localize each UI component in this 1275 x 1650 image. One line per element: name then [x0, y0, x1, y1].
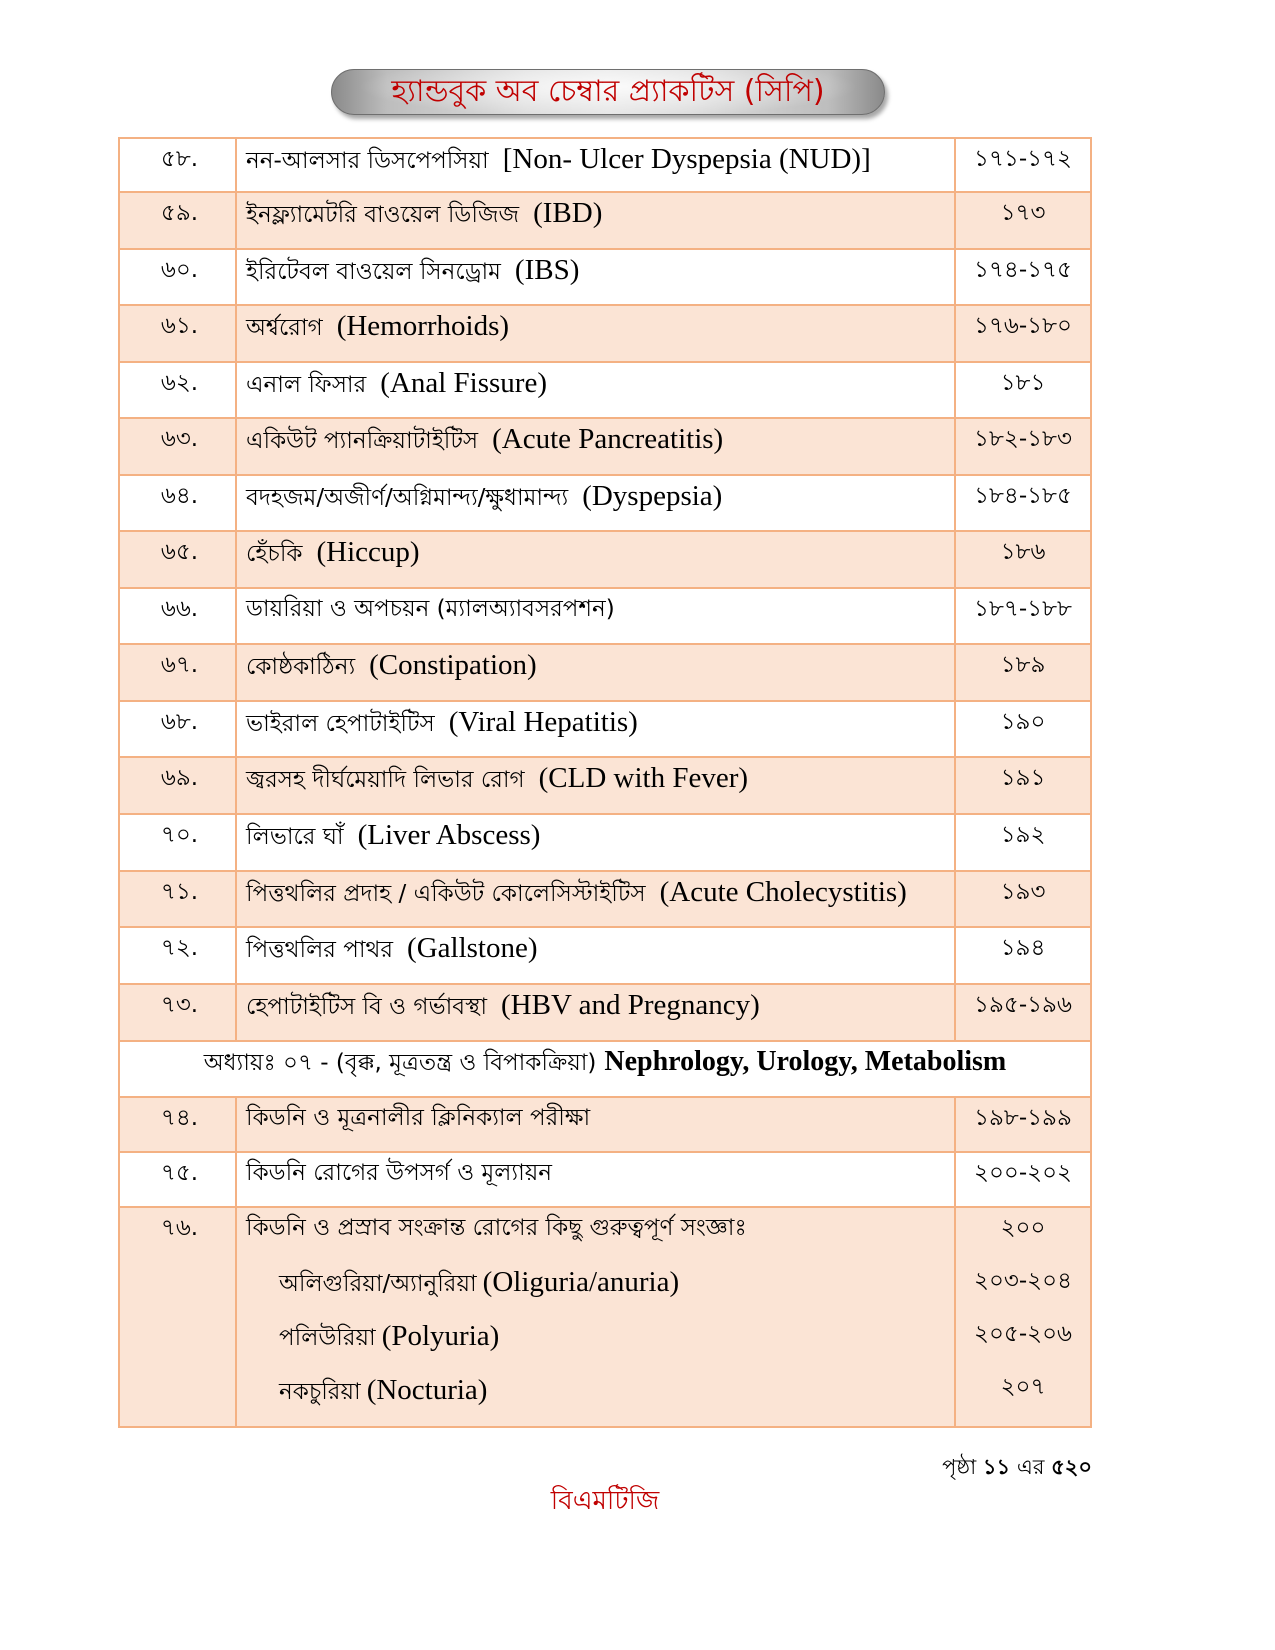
sub-entry-title-bn: অলিগুরিয়া/অ্যানুরিয়া [279, 1271, 477, 1297]
sub-entry-title-en: (Polyuria) [381, 1320, 500, 1352]
page-counter [942, 1452, 1092, 1482]
entry-number: ৬২. [120, 363, 237, 419]
toc-row [120, 306, 1092, 363]
entry-title [237, 532, 956, 589]
entry-title-en: (CLD with Fever) [538, 762, 749, 794]
entry-title [237, 702, 956, 758]
chapter-heading-en: Nephrology, Urology, Metabolism [604, 1046, 1007, 1077]
entry-title [237, 419, 956, 476]
entry-title [237, 589, 956, 645]
entry-pages: ১৯৮-১৯৯ [956, 1098, 1092, 1153]
entry-pages: ১৮৪-১৮৫ [956, 476, 1092, 532]
entry-title-bn: কোষ্ঠকাঠিন্য [246, 654, 356, 680]
entry-title [237, 1098, 956, 1153]
entry-pages: ১৮৭-১৮৮ [956, 589, 1092, 645]
entry-title-bn: এনাল ফিসার [246, 372, 367, 398]
toc-row [120, 1153, 1092, 1208]
toc-row [120, 645, 1092, 702]
entry-title [237, 985, 956, 1042]
sub-entry-title-bn: নকচুরিয়া [279, 1379, 361, 1405]
entry-title-bn: হেপাটাইটিস বি ও গর্ভাবস্থা [246, 994, 487, 1020]
entry-pages: ১৮২-১৮৩ [956, 419, 1092, 476]
page-total: ৫২০ [1051, 1455, 1092, 1479]
entry-title-bn: একিউট প্যানক্রিয়াটাইটিস [246, 428, 479, 454]
entry-number: ৬৭. [120, 645, 237, 702]
entry-title-bn: পিত্তথলির পাথর [246, 937, 394, 963]
entry-title [237, 193, 956, 250]
of-word: এর [1016, 1455, 1045, 1479]
entry-number: ৬০. [120, 250, 237, 306]
book-title: হ্যান্ডবুক অব চেম্বার প্র্যাকটিস (সিপি) [391, 74, 825, 109]
entry-number: ৭৫. [120, 1153, 237, 1208]
entry-number: ৬৮. [120, 702, 237, 758]
entry-title-bn: কিডনি ও প্রস্রাব সংক্রান্ত রোগের কিছু গুরুত্বপূর্ণ সংজ্ঞাঃ [246, 1215, 747, 1241]
entry-title-bn: ভাইরাল হেপাটাইটিস [246, 711, 435, 737]
entry-title-bn: ইনফ্ল্যামেটরি বাওয়েল ডিজিজ [246, 202, 520, 228]
sub-entry-title-en: (Oliguria/anuria) [482, 1266, 680, 1298]
entry-title-bn: ডায়রিয়া ও অপচয়ন (ম্যালঅ্যাবসরপশন) [246, 596, 615, 622]
entry-title-bn: ইরিটেবল বাওয়েল সিনড্রোম [246, 259, 501, 285]
entry-title-en: (IBS) [514, 254, 580, 286]
entry-title [237, 645, 956, 702]
entry-title-en: (Constipation) [369, 649, 537, 681]
entry-number: ৭১. [120, 872, 237, 928]
entry-title-bn: জ্বরসহ দীর্ঘমেয়াদি লিভার রোগ [246, 767, 525, 793]
entry-number: ৭০. [120, 815, 237, 872]
entry-pages: ১৭৬-১৮০ [956, 306, 1092, 363]
entry-pages: ১৯৫-১৯৬ [956, 985, 1092, 1042]
toc-row [120, 532, 1092, 589]
entry-title-en: (Hiccup) [316, 536, 420, 568]
entry-title-en: (Dyspepsia) [582, 480, 723, 512]
entry-number: ৭৪. [120, 1098, 237, 1153]
entry-title-en: (Hemorrhoids) [336, 310, 510, 342]
chapter-heading-row [120, 1042, 1092, 1098]
entry-title-en: (Liver Abscess) [357, 819, 541, 851]
entry-title [237, 363, 956, 419]
entry-title-en: (Acute Pancreatitis) [492, 423, 724, 455]
entry-title-en: (Anal Fissure) [380, 367, 547, 399]
entry-pages: ১৯১ [956, 758, 1092, 815]
entry-pages: ১৯৩ [956, 872, 1092, 928]
sub-entry [246, 1265, 954, 1319]
entry-title [237, 872, 956, 928]
entry-number: ৬৪. [120, 476, 237, 532]
sub-entry-title-bn: পলিউরিয়া [279, 1325, 376, 1351]
entry-number: ৭৩. [120, 985, 237, 1042]
entry-number: ৬৯. [120, 758, 237, 815]
entry-number: ৫৮. [120, 139, 237, 193]
entry-title-en: [Non- Ulcer Dyspepsia (NUD)] [502, 143, 871, 175]
entry-number: ৬৬. [120, 589, 237, 645]
entry-pages: ১৯২ [956, 815, 1092, 872]
entry-title [237, 139, 956, 193]
toc-row [120, 702, 1092, 758]
toc-row [120, 1098, 1092, 1153]
entry-title [237, 815, 956, 872]
entry-pages: ১৭৪-১৭৫ [956, 250, 1092, 306]
entry-pages [956, 1208, 1092, 1428]
publisher-brand: বিএমটিজি [550, 1486, 660, 1516]
entry-pages: ১৭১-১৭২ [956, 139, 1092, 193]
entry-pages: ১৯৪ [956, 928, 1092, 985]
toc-row [120, 985, 1092, 1042]
entry-title-en: (HBV and Pregnancy) [501, 989, 760, 1021]
entry-number: ৬৩. [120, 419, 237, 476]
entry-title [237, 758, 956, 815]
entry-title-bn: নন-আলসার ডিসপেপসিয়া [246, 148, 489, 174]
entry-title-bn: হেঁচকি [246, 541, 303, 567]
toc-row [120, 872, 1092, 928]
book-title-banner [331, 69, 885, 115]
entry-title [237, 476, 956, 532]
sub-entry-pages: ২০৫-২০৬ [974, 1321, 1072, 1347]
sub-entry-pages: ২০৩-২০৪ [974, 1268, 1072, 1294]
entry-title-bn: কিডনি ও মূত্রনালীর ক্লিনিক্যাল পরীক্ষা [246, 1105, 591, 1131]
toc-row [120, 928, 1092, 985]
entry-title-en: (Viral Hepatitis) [448, 706, 638, 738]
entry-title-en: (Acute Cholecystitis) [659, 876, 907, 908]
entry-title-bn: পিত্তথলির প্রদাহ / একিউট কোলেসিস্টাইটিস [246, 881, 646, 907]
entry-number: ৭৬. [120, 1208, 237, 1428]
entry-pages-main: ২০০ [1000, 1215, 1046, 1241]
toc-row [120, 250, 1092, 306]
entry-pages: ১৮১ [956, 363, 1092, 419]
toc-row [120, 758, 1092, 815]
entry-pages: ১৮৯ [956, 645, 1092, 702]
entry-number: ৫৯. [120, 193, 237, 250]
entry-title-bn: লিভারে ঘাঁ [246, 824, 344, 850]
page-word: পৃষ্ঠা [942, 1455, 977, 1479]
entry-title-bn: অর্শ্বরোগ [246, 315, 323, 341]
toc-row [120, 815, 1092, 872]
toc-table [118, 137, 1092, 1428]
entry-number: ৬১. [120, 306, 237, 363]
entry-title-en: (IBD) [533, 197, 603, 229]
sub-entry-title-en: (Nocturia) [366, 1374, 488, 1406]
page-current: ১১ [982, 1455, 1011, 1479]
entry-pages: ১৮৬ [956, 532, 1092, 589]
entry-title-bn: বদহজম/অজীর্ণ/অগ্নিমান্দ্য/ক্ষুধামান্দ্য [246, 485, 569, 511]
entry-pages: ২০০-২০২ [956, 1153, 1092, 1208]
entry-number: ৭২. [120, 928, 237, 985]
toc-row [120, 476, 1092, 532]
entry-title [237, 928, 956, 985]
entry-title [237, 1208, 956, 1428]
entry-title [237, 306, 956, 363]
toc-row [120, 419, 1092, 476]
toc-row [120, 363, 1092, 419]
sub-entry [246, 1319, 954, 1373]
entry-title-en: (Gallstone) [407, 932, 538, 964]
chapter-heading-bn: অধ্যায়ঃ ০৭ - (বৃক্ক, মূত্রতন্ত্র ও বিপাকক্রিয়া) [203, 1050, 597, 1076]
chapter-heading [120, 1042, 1092, 1098]
entry-title-bn: কিডনি রোগের উপসর্গ ও মূল্যায়ন [246, 1160, 553, 1186]
toc-row [120, 193, 1092, 250]
sub-entry [246, 1373, 954, 1427]
toc-row [120, 139, 1092, 193]
sub-entry-pages: ২০৭ [1000, 1374, 1046, 1400]
entry-pages: ১৭৩ [956, 193, 1092, 250]
entry-title [237, 250, 956, 306]
entry-pages: ১৯০ [956, 702, 1092, 758]
entry-title-line [246, 1211, 954, 1265]
entry-title [237, 1153, 956, 1208]
toc-row [120, 1208, 1092, 1428]
entry-number: ৬৫. [120, 532, 237, 589]
toc-row [120, 589, 1092, 645]
